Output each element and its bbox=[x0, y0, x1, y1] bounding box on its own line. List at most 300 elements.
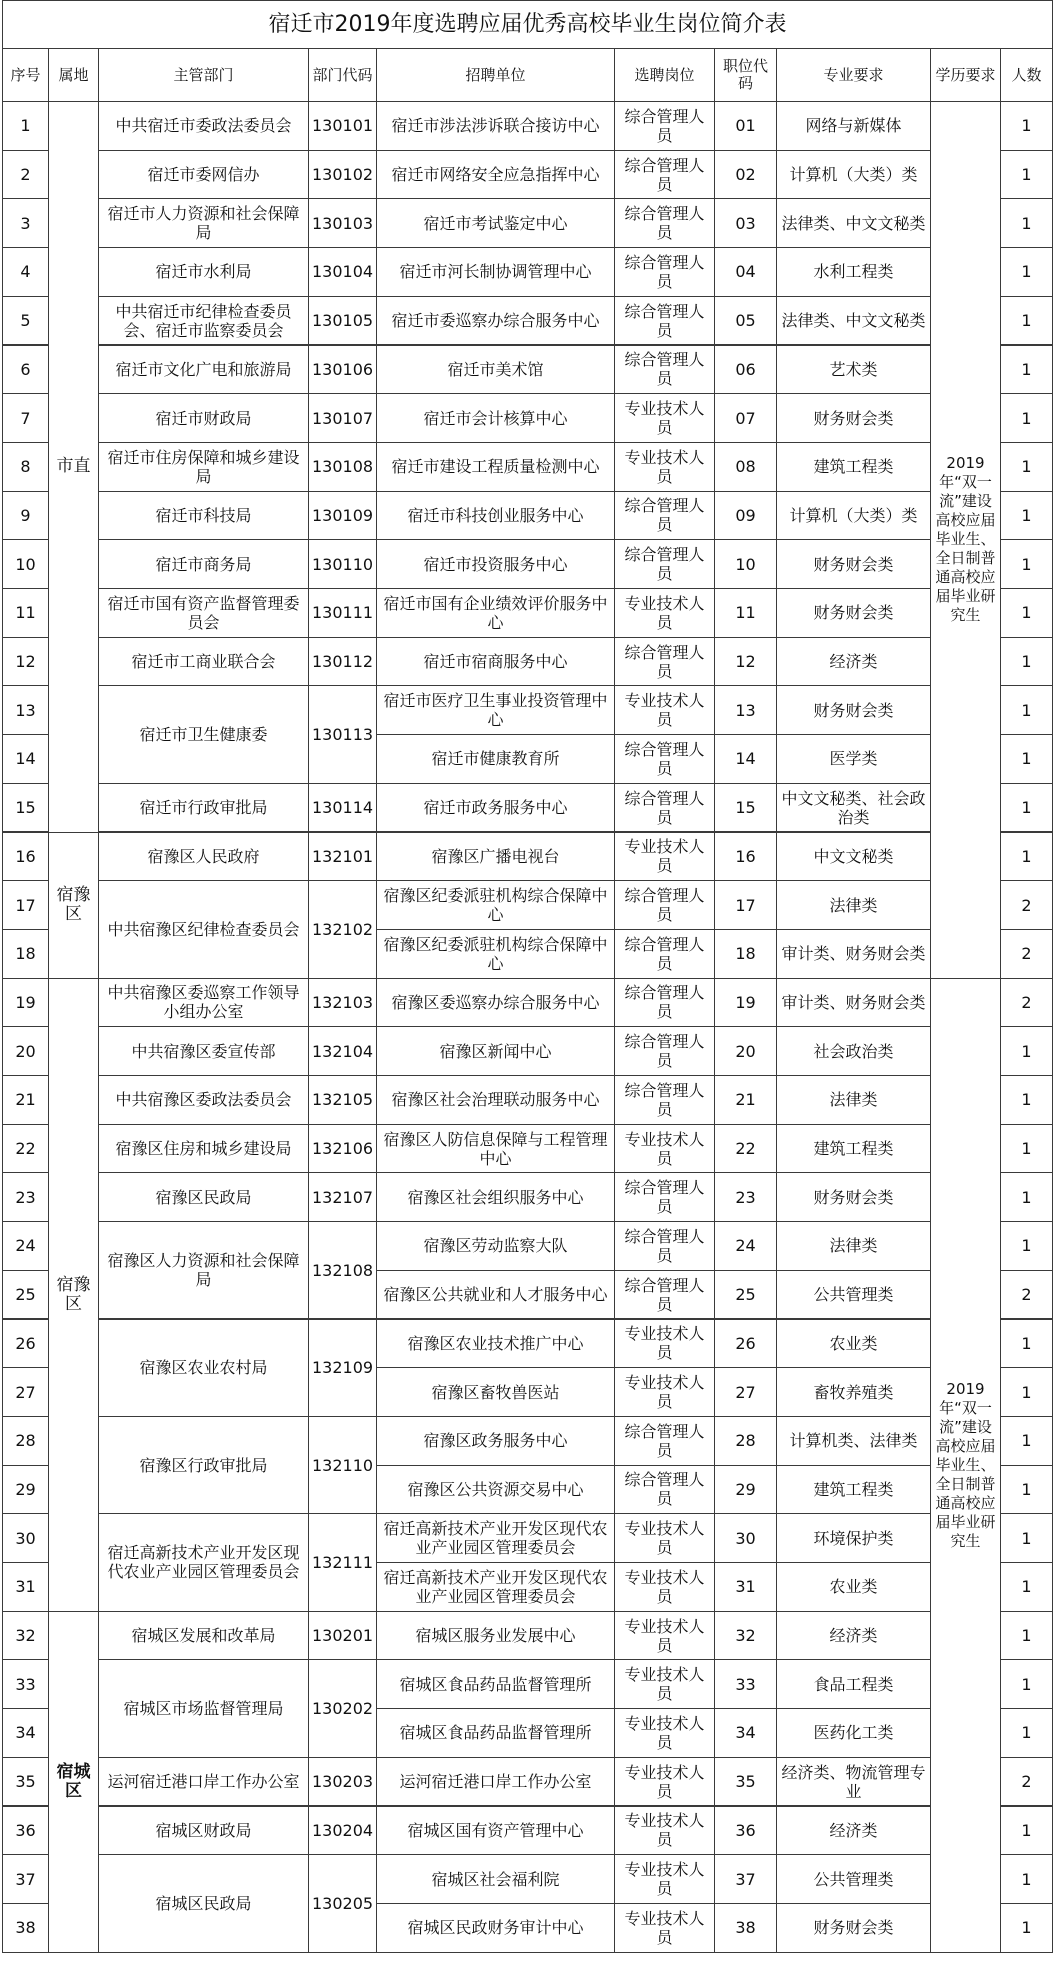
major-cell: 经济类 bbox=[776, 637, 931, 687]
job-code-cell: 34 bbox=[714, 1708, 777, 1758]
job-code-cell: 08 bbox=[714, 442, 777, 492]
job-code-cell: 11 bbox=[714, 588, 777, 638]
post-cell: 综合管理人员 bbox=[614, 247, 715, 297]
post-cell: 综合管理人员 bbox=[614, 1465, 715, 1515]
job-code-cell: 07 bbox=[714, 393, 777, 443]
count-cell: 1 bbox=[1000, 345, 1053, 395]
major-cell: 建筑工程类 bbox=[776, 1124, 931, 1174]
seq-cell: 10 bbox=[2, 539, 49, 589]
dept-code-cell: 130202 bbox=[308, 1659, 377, 1757]
job-code-cell: 10 bbox=[714, 539, 777, 589]
department-cell: 宿迁市水利局 bbox=[98, 247, 309, 297]
department-cell: 宿豫区人力资源和社会保障局 bbox=[98, 1221, 309, 1319]
region-cell: 宿豫区 bbox=[48, 978, 99, 1612]
seq-cell: 4 bbox=[2, 247, 49, 297]
job-code-cell: 36 bbox=[714, 1806, 777, 1856]
dept-code-cell: 132102 bbox=[308, 880, 377, 978]
department-cell: 宿迁市工商业联合会 bbox=[98, 637, 309, 687]
major-cell: 医药化工类 bbox=[776, 1708, 931, 1758]
count-cell: 2 bbox=[1000, 1757, 1053, 1807]
region-cell: 宿豫区 bbox=[48, 832, 99, 979]
seq-cell: 28 bbox=[2, 1416, 49, 1466]
post-cell: 综合管理人员 bbox=[614, 1026, 715, 1076]
seq-cell: 3 bbox=[2, 198, 49, 248]
major-cell: 艺术类 bbox=[776, 345, 931, 395]
department-cell: 宿城区市场监督管理局 bbox=[98, 1659, 309, 1757]
seq-cell: 35 bbox=[2, 1757, 49, 1807]
seq-cell: 19 bbox=[2, 978, 49, 1028]
post-header: 选聘岗位 bbox=[614, 48, 715, 102]
dept-code-cell: 130104 bbox=[308, 247, 377, 297]
department-cell: 中共宿迁市委政法委员会 bbox=[98, 101, 309, 151]
unit-cell: 宿迁市会计核算中心 bbox=[376, 393, 615, 443]
post-cell: 专业技术人员 bbox=[614, 832, 715, 882]
major-cell: 公共管理类 bbox=[776, 1270, 931, 1320]
count-cell: 1 bbox=[1000, 637, 1053, 687]
unit-cell: 宿城区社会福利院 bbox=[376, 1854, 615, 1904]
count-cell: 1 bbox=[1000, 1075, 1053, 1125]
job-code-cell: 33 bbox=[714, 1659, 777, 1709]
unit-cell: 宿迁市宿商服务中心 bbox=[376, 637, 615, 687]
job-code-cell: 01 bbox=[714, 101, 777, 151]
post-cell: 综合管理人员 bbox=[614, 1172, 715, 1222]
department-cell: 宿迁市卫生健康委 bbox=[98, 685, 309, 783]
post-cell: 综合管理人员 bbox=[614, 1075, 715, 1125]
count-cell: 1 bbox=[1000, 1611, 1053, 1661]
post-cell: 综合管理人员 bbox=[614, 150, 715, 200]
region-header: 属地 bbox=[48, 48, 99, 102]
dept-code-cell: 132106 bbox=[308, 1124, 377, 1174]
department-cell: 中共宿豫区委宣传部 bbox=[98, 1026, 309, 1076]
job-code-cell: 14 bbox=[714, 734, 777, 784]
department-cell: 宿豫区农业农村局 bbox=[98, 1319, 309, 1417]
dept-code-cell: 130103 bbox=[308, 198, 377, 248]
unit-cell: 宿迁市网络安全应急指挥中心 bbox=[376, 150, 615, 200]
count-cell: 1 bbox=[1000, 734, 1053, 784]
major-cell: 农业类 bbox=[776, 1319, 931, 1369]
count-cell: 1 bbox=[1000, 442, 1053, 492]
major-cell: 中文文秘类、社会政治类 bbox=[776, 783, 931, 833]
dept-code-cell: 132105 bbox=[308, 1075, 377, 1125]
unit-cell: 宿迁市科技创业服务中心 bbox=[376, 491, 615, 541]
unit-cell: 宿豫区政务服务中心 bbox=[376, 1416, 615, 1466]
unit-cell: 宿迁市健康教育所 bbox=[376, 734, 615, 784]
dept-code-cell: 130110 bbox=[308, 539, 377, 589]
count-cell: 1 bbox=[1000, 1172, 1053, 1222]
seq-cell: 12 bbox=[2, 637, 49, 687]
department-cell: 宿迁市委网信办 bbox=[98, 150, 309, 200]
dept-code-cell: 132110 bbox=[308, 1416, 377, 1514]
job-code-cell: 29 bbox=[714, 1465, 777, 1515]
job-code-cell: 18 bbox=[714, 929, 777, 979]
post-cell: 综合管理人员 bbox=[614, 539, 715, 589]
major-cell: 计算机（大类）类 bbox=[776, 491, 931, 541]
job-code-cell: 16 bbox=[714, 832, 777, 882]
seq-cell: 9 bbox=[2, 491, 49, 541]
seq-cell: 36 bbox=[2, 1806, 49, 1856]
count-cell: 1 bbox=[1000, 1465, 1053, 1515]
job-code-cell: 04 bbox=[714, 247, 777, 297]
job-code-cell: 26 bbox=[714, 1319, 777, 1369]
major-header: 专业要求 bbox=[776, 48, 931, 102]
department-cell: 宿豫区行政审批局 bbox=[98, 1416, 309, 1514]
post-cell: 综合管理人员 bbox=[614, 783, 715, 833]
department-cell: 宿迁市人力资源和社会保障局 bbox=[98, 198, 309, 248]
major-cell: 财务财会类 bbox=[776, 1172, 931, 1222]
unit-cell: 宿豫区新闻中心 bbox=[376, 1026, 615, 1076]
seq-cell: 29 bbox=[2, 1465, 49, 1515]
seq-cell: 1 bbox=[2, 101, 49, 151]
job-code-cell: 12 bbox=[714, 637, 777, 687]
dept-code-cell: 132101 bbox=[308, 832, 377, 882]
unit-cell: 运河宿迁港口岸工作办公室 bbox=[376, 1757, 615, 1807]
dept-code-cell: 130102 bbox=[308, 150, 377, 200]
post-cell: 综合管理人员 bbox=[614, 929, 715, 979]
post-cell: 专业技术人员 bbox=[614, 1562, 715, 1612]
department-cell: 宿迁市财政局 bbox=[98, 393, 309, 443]
major-cell: 法律类 bbox=[776, 1075, 931, 1125]
seq-header: 序号 bbox=[2, 48, 49, 102]
job-code-cell: 03 bbox=[714, 198, 777, 248]
seq-cell: 8 bbox=[2, 442, 49, 492]
seq-cell: 13 bbox=[2, 685, 49, 735]
unit-cell: 宿迁市政务服务中心 bbox=[376, 783, 615, 833]
job-code-cell: 24 bbox=[714, 1221, 777, 1271]
count-cell: 1 bbox=[1000, 783, 1053, 833]
post-cell: 专业技术人员 bbox=[614, 1903, 715, 1953]
education-header: 学历要求 bbox=[930, 48, 1001, 102]
major-cell: 经济类、物流管理专业 bbox=[776, 1757, 931, 1807]
unit-cell: 宿豫区纪委派驻机构综合保障中心 bbox=[376, 880, 615, 930]
major-cell: 财务财会类 bbox=[776, 685, 931, 735]
dept-code-header: 部门代码 bbox=[308, 48, 377, 102]
dept-code-cell: 132108 bbox=[308, 1221, 377, 1319]
major-cell: 法律类 bbox=[776, 880, 931, 930]
post-cell: 综合管理人员 bbox=[614, 978, 715, 1028]
major-cell: 环境保护类 bbox=[776, 1513, 931, 1563]
unit-cell: 宿豫区农业技术推广中心 bbox=[376, 1319, 615, 1369]
department-cell: 宿迁市科技局 bbox=[98, 491, 309, 541]
unit-cell: 宿豫区畜牧兽医站 bbox=[376, 1367, 615, 1417]
post-cell: 专业技术人员 bbox=[614, 1611, 715, 1661]
major-cell: 审计类、财务财会类 bbox=[776, 978, 931, 1028]
count-cell: 1 bbox=[1000, 101, 1053, 151]
post-cell: 综合管理人员 bbox=[614, 296, 715, 346]
unit-cell: 宿豫区社会治理联动服务中心 bbox=[376, 1075, 615, 1125]
count-cell: 1 bbox=[1000, 1124, 1053, 1174]
count-cell: 1 bbox=[1000, 296, 1053, 346]
post-cell: 专业技术人员 bbox=[614, 393, 715, 443]
department-cell: 宿迁市行政审批局 bbox=[98, 783, 309, 833]
dept-code-cell: 130204 bbox=[308, 1806, 377, 1856]
department-cell: 宿城区民政局 bbox=[98, 1854, 309, 1952]
department-cell: 中共宿豫区委政法委员会 bbox=[98, 1075, 309, 1125]
department-cell: 中共宿豫区委巡察工作领导小组办公室 bbox=[98, 978, 309, 1028]
dept-code-cell: 130113 bbox=[308, 685, 377, 783]
seq-cell: 25 bbox=[2, 1270, 49, 1320]
count-cell: 1 bbox=[1000, 150, 1053, 200]
department-cell: 宿豫区住房和城乡建设局 bbox=[98, 1124, 309, 1174]
seq-cell: 31 bbox=[2, 1562, 49, 1612]
major-cell: 农业类 bbox=[776, 1562, 931, 1612]
count-cell: 1 bbox=[1000, 539, 1053, 589]
count-cell: 1 bbox=[1000, 393, 1053, 443]
seq-cell: 24 bbox=[2, 1221, 49, 1271]
unit-cell: 宿迁市考试鉴定中心 bbox=[376, 198, 615, 248]
department-cell: 宿迁市住房保障和城乡建设局 bbox=[98, 442, 309, 492]
seq-cell: 22 bbox=[2, 1124, 49, 1174]
dept-code-cell: 132107 bbox=[308, 1172, 377, 1222]
count-cell: 2 bbox=[1000, 929, 1053, 979]
job-code-cell: 20 bbox=[714, 1026, 777, 1076]
major-cell: 财务财会类 bbox=[776, 588, 931, 638]
department-cell: 宿迁高新技术产业开发区现代农业产业园区管理委员会 bbox=[98, 1513, 309, 1611]
unit-cell: 宿迁市涉法涉诉联合接访中心 bbox=[376, 101, 615, 151]
seq-cell: 11 bbox=[2, 588, 49, 638]
dept-code-cell: 130107 bbox=[308, 393, 377, 443]
major-cell: 经济类 bbox=[776, 1806, 931, 1856]
education-cell: 2019年“双一流”建设高校应届毕业生、全日制普通高校应届毕业研究生 bbox=[930, 978, 1001, 1953]
department-cell: 中共宿豫区纪律检查委员会 bbox=[98, 880, 309, 978]
major-cell: 计算机类、法律类 bbox=[776, 1416, 931, 1466]
major-cell: 医学类 bbox=[776, 734, 931, 784]
dept-code-cell: 130106 bbox=[308, 345, 377, 395]
major-cell: 畜牧养殖类 bbox=[776, 1367, 931, 1417]
unit-cell: 宿迁市投资服务中心 bbox=[376, 539, 615, 589]
job-code-cell: 05 bbox=[714, 296, 777, 346]
unit-header: 招聘单位 bbox=[376, 48, 615, 102]
dept-code-cell: 130111 bbox=[308, 588, 377, 638]
seq-cell: 26 bbox=[2, 1319, 49, 1369]
job-code-cell: 06 bbox=[714, 345, 777, 395]
major-cell: 计算机（大类）类 bbox=[776, 150, 931, 200]
seq-cell: 38 bbox=[2, 1903, 49, 1953]
major-cell: 财务财会类 bbox=[776, 393, 931, 443]
unit-cell: 宿迁市医疗卫生事业投资管理中心 bbox=[376, 685, 615, 735]
count-cell: 1 bbox=[1000, 1708, 1053, 1758]
count-cell: 1 bbox=[1000, 1562, 1053, 1612]
job-code-cell: 13 bbox=[714, 685, 777, 735]
post-cell: 专业技术人员 bbox=[614, 588, 715, 638]
dept-code-cell: 130101 bbox=[308, 101, 377, 151]
post-cell: 专业技术人员 bbox=[614, 1319, 715, 1369]
major-cell: 审计类、财务财会类 bbox=[776, 929, 931, 979]
count-cell: 2 bbox=[1000, 1270, 1053, 1320]
dept-code-cell: 130114 bbox=[308, 783, 377, 833]
unit-cell: 宿迁市建设工程质量检测中心 bbox=[376, 442, 615, 492]
department-cell: 宿豫区民政局 bbox=[98, 1172, 309, 1222]
job-code-cell: 19 bbox=[714, 978, 777, 1028]
major-cell: 经济类 bbox=[776, 1611, 931, 1661]
major-cell: 社会政治类 bbox=[776, 1026, 931, 1076]
job-code-cell: 22 bbox=[714, 1124, 777, 1174]
count-cell: 1 bbox=[1000, 1319, 1053, 1369]
seq-cell: 15 bbox=[2, 783, 49, 833]
dept-code-cell: 130108 bbox=[308, 442, 377, 492]
major-cell: 法律类 bbox=[776, 1221, 931, 1271]
job-code-cell: 17 bbox=[714, 880, 777, 930]
job-code-cell: 30 bbox=[714, 1513, 777, 1563]
job-code-cell: 25 bbox=[714, 1270, 777, 1320]
unit-cell: 宿豫区人防信息保障与工程管理中心 bbox=[376, 1124, 615, 1174]
seq-cell: 17 bbox=[2, 880, 49, 930]
department-cell: 运河宿迁港口岸工作办公室 bbox=[98, 1757, 309, 1807]
department-cell: 中共宿迁市纪律检查委员会、宿迁市监察委员会 bbox=[98, 296, 309, 346]
count-cell: 1 bbox=[1000, 247, 1053, 297]
post-cell: 综合管理人员 bbox=[614, 1221, 715, 1271]
job-code-cell: 37 bbox=[714, 1854, 777, 1904]
post-cell: 专业技术人员 bbox=[614, 442, 715, 492]
region-cell: 市直 bbox=[48, 101, 99, 833]
dept-code-cell: 132111 bbox=[308, 1513, 377, 1611]
seq-cell: 16 bbox=[2, 832, 49, 882]
unit-cell: 宿城区食品药品监督管理所 bbox=[376, 1708, 615, 1758]
post-cell: 专业技术人员 bbox=[614, 1124, 715, 1174]
unit-cell: 宿迁市委巡察办综合服务中心 bbox=[376, 296, 615, 346]
job-code-cell: 28 bbox=[714, 1416, 777, 1466]
major-cell: 建筑工程类 bbox=[776, 1465, 931, 1515]
unit-cell: 宿城区服务业发展中心 bbox=[376, 1611, 615, 1661]
unit-cell: 宿豫区公共资源交易中心 bbox=[376, 1465, 615, 1515]
post-cell: 专业技术人员 bbox=[614, 1367, 715, 1417]
post-cell: 综合管理人员 bbox=[614, 880, 715, 930]
unit-cell: 宿城区食品药品监督管理所 bbox=[376, 1659, 615, 1709]
count-cell: 1 bbox=[1000, 832, 1053, 882]
count-cell: 1 bbox=[1000, 198, 1053, 248]
education-cell: 2019年“双一流”建设高校应届毕业生、全日制普通高校应届毕业研究生 bbox=[930, 101, 1001, 979]
unit-cell: 宿城区民政财务审计中心 bbox=[376, 1903, 615, 1953]
post-cell: 综合管理人员 bbox=[614, 637, 715, 687]
count-cell: 2 bbox=[1000, 880, 1053, 930]
unit-cell: 宿豫区委巡察办综合服务中心 bbox=[376, 978, 615, 1028]
department-cell: 宿迁市商务局 bbox=[98, 539, 309, 589]
seq-cell: 21 bbox=[2, 1075, 49, 1125]
seq-cell: 6 bbox=[2, 345, 49, 395]
count-cell: 1 bbox=[1000, 1367, 1053, 1417]
region-cell: 宿城区 bbox=[48, 1611, 99, 1953]
department-cell: 宿豫区人民政府 bbox=[98, 832, 309, 882]
dept-code-cell: 132109 bbox=[308, 1319, 377, 1417]
unit-cell: 宿城区国有资产管理中心 bbox=[376, 1806, 615, 1856]
post-cell: 专业技术人员 bbox=[614, 1757, 715, 1807]
major-cell: 财务财会类 bbox=[776, 1903, 931, 1953]
unit-cell: 宿迁市国有企业绩效评价服务中心 bbox=[376, 588, 615, 638]
department-header: 主管部门 bbox=[98, 48, 309, 102]
count-cell: 1 bbox=[1000, 685, 1053, 735]
count-cell: 1 bbox=[1000, 1854, 1053, 1904]
post-cell: 专业技术人员 bbox=[614, 685, 715, 735]
post-cell: 综合管理人员 bbox=[614, 734, 715, 784]
post-cell: 综合管理人员 bbox=[614, 198, 715, 248]
dept-code-cell: 130205 bbox=[308, 1854, 377, 1952]
count-cell: 1 bbox=[1000, 1416, 1053, 1466]
major-cell: 法律类、中文文秘类 bbox=[776, 296, 931, 346]
department-cell: 宿城区财政局 bbox=[98, 1806, 309, 1856]
count-cell: 1 bbox=[1000, 1659, 1053, 1709]
major-cell: 财务财会类 bbox=[776, 539, 931, 589]
department-cell: 宿城区发展和改革局 bbox=[98, 1611, 309, 1661]
job-code-cell: 31 bbox=[714, 1562, 777, 1612]
dept-code-cell: 130105 bbox=[308, 296, 377, 346]
unit-cell: 宿豫区劳动监察大队 bbox=[376, 1221, 615, 1271]
seq-cell: 33 bbox=[2, 1659, 49, 1709]
count-cell: 1 bbox=[1000, 491, 1053, 541]
major-cell: 食品工程类 bbox=[776, 1659, 931, 1709]
seq-cell: 20 bbox=[2, 1026, 49, 1076]
unit-cell: 宿迁高新技术产业开发区现代农业产业园区管理委员会 bbox=[376, 1513, 615, 1563]
major-cell: 公共管理类 bbox=[776, 1854, 931, 1904]
job-code-cell: 15 bbox=[714, 783, 777, 833]
major-cell: 中文文秘类 bbox=[776, 832, 931, 882]
department-cell: 宿迁市国有资产监督管理委员会 bbox=[98, 588, 309, 638]
count-cell: 1 bbox=[1000, 1903, 1053, 1953]
count-cell: 2 bbox=[1000, 978, 1053, 1028]
post-cell: 综合管理人员 bbox=[614, 345, 715, 395]
dept-code-cell: 130203 bbox=[308, 1757, 377, 1807]
post-cell: 专业技术人员 bbox=[614, 1854, 715, 1904]
count-cell: 1 bbox=[1000, 1513, 1053, 1563]
major-cell: 法律类、中文文秘类 bbox=[776, 198, 931, 248]
seq-cell: 18 bbox=[2, 929, 49, 979]
unit-cell: 宿豫区广播电视台 bbox=[376, 832, 615, 882]
job-code-cell: 32 bbox=[714, 1611, 777, 1661]
dept-code-cell: 132103 bbox=[308, 978, 377, 1028]
seq-cell: 27 bbox=[2, 1367, 49, 1417]
dept-code-cell: 130201 bbox=[308, 1611, 377, 1661]
seq-cell: 23 bbox=[2, 1172, 49, 1222]
unit-cell: 宿豫区社会组织服务中心 bbox=[376, 1172, 615, 1222]
post-cell: 专业技术人员 bbox=[614, 1806, 715, 1856]
post-cell: 专业技术人员 bbox=[614, 1708, 715, 1758]
dept-code-cell: 130109 bbox=[308, 491, 377, 541]
department-cell: 宿迁市文化广电和旅游局 bbox=[98, 345, 309, 395]
major-cell: 网络与新媒体 bbox=[776, 101, 931, 151]
unit-cell: 宿迁市美术馆 bbox=[376, 345, 615, 395]
job-code-cell: 02 bbox=[714, 150, 777, 200]
seq-cell: 5 bbox=[2, 296, 49, 346]
job-code-cell: 09 bbox=[714, 491, 777, 541]
seq-cell: 14 bbox=[2, 734, 49, 784]
count-cell: 1 bbox=[1000, 1026, 1053, 1076]
dept-code-cell: 132104 bbox=[308, 1026, 377, 1076]
dept-code-cell: 130112 bbox=[308, 637, 377, 687]
count-cell: 1 bbox=[1000, 588, 1053, 638]
unit-cell: 宿迁市河长制协调管理中心 bbox=[376, 247, 615, 297]
job-code-cell: 27 bbox=[714, 1367, 777, 1417]
table-title: 宿迁市2019年度选聘应届优秀高校毕业生岗位简介表 bbox=[2, 0, 1053, 49]
seq-cell: 2 bbox=[2, 150, 49, 200]
count-cell: 1 bbox=[1000, 1806, 1053, 1856]
job-code-cell: 35 bbox=[714, 1757, 777, 1807]
seq-cell: 37 bbox=[2, 1854, 49, 1904]
job-code-cell: 21 bbox=[714, 1075, 777, 1125]
count-cell: 1 bbox=[1000, 1221, 1053, 1271]
major-cell: 建筑工程类 bbox=[776, 442, 931, 492]
seq-cell: 30 bbox=[2, 1513, 49, 1563]
seq-cell: 7 bbox=[2, 393, 49, 443]
major-cell: 水利工程类 bbox=[776, 247, 931, 297]
post-cell: 综合管理人员 bbox=[614, 101, 715, 151]
seq-cell: 32 bbox=[2, 1611, 49, 1661]
post-cell: 综合管理人员 bbox=[614, 1270, 715, 1320]
post-cell: 综合管理人员 bbox=[614, 1416, 715, 1466]
job-code-cell: 38 bbox=[714, 1903, 777, 1953]
job-code-header: 职位代码 bbox=[714, 48, 777, 102]
seq-cell: 34 bbox=[2, 1708, 49, 1758]
job-code-cell: 23 bbox=[714, 1172, 777, 1222]
post-cell: 综合管理人员 bbox=[614, 491, 715, 541]
unit-cell: 宿豫区公共就业和人才服务中心 bbox=[376, 1270, 615, 1320]
